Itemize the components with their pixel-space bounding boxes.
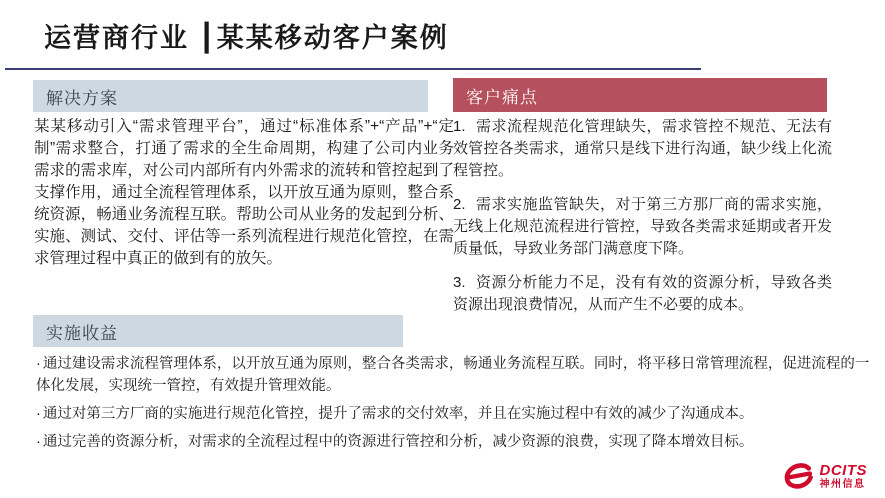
benefit-item [36, 353, 878, 397]
dcits-brand-name: DCITS [819, 461, 867, 479]
pain-point-number: 2. [453, 196, 466, 213]
bullet-icon: · [36, 356, 41, 372]
pain-point-text: 需求流程规范化管理缺失，需求管控不规范、无法有效管控各类需求，通常只是线下进行沟通，缺少线上化流程管控。 [453, 118, 832, 179]
pain-point-number: 3. [453, 274, 466, 291]
pain-point-text: 资源分析能力不足，没有有效的资源分析，导致各类资源出现浪费情况，从而产生不必要的成本。 [453, 274, 832, 313]
benefit-text: 通过建设需求流程管理体系，以开放互通为原则，整合各类需求，畅通业务流程互联。同时，将平移日常管理流程，促进流程的一体化发展，实现统一管控，有效提升管理效能。 [36, 356, 870, 394]
pain-point-item [453, 116, 832, 182]
pain-point-item [453, 194, 832, 260]
benefit-item [36, 431, 878, 453]
benefit-text: 通过对第三方厂商的实施进行规范化管控，提升了需求的交付效率，并且在实施过程中有效的减少了沟通成本。 [42, 406, 754, 422]
pain-points-list [453, 116, 832, 328]
dcits-logo-text [820, 463, 868, 490]
pain-point-text: 需求实施监管缺失，对于第三方那厂商的需求实施，无线上化规范流程进行管控，导致各类需求延期或者开发质量低，导致业务部门满意度下降。 [453, 196, 832, 257]
pain-points-header [453, 78, 827, 112]
benefit-item [36, 403, 878, 425]
pain-points-header-label: 客户痛点 [466, 87, 538, 107]
benefit-text: 通过完善的资源分析，对需求的全流程过程中的资源进行管控和分析，减少资源的浪费，实现了降本增效目标。 [42, 434, 754, 450]
benefits-header [33, 315, 403, 347]
benefits-header-label: 实施收益 [46, 323, 118, 343]
dcits-logo [783, 460, 868, 492]
title-divider [5, 68, 701, 70]
solution-body-text: 某某移动引入“需求管理平台”，通过“标准体系”+“产品”+“定制”需求整合，打通了需求的全生命周期，构建了公司内业务需求的需求库，对公司内部所有内外需求的流转和管控起到了支撑作用，通过全流程管理体系，以开放互通为原则，整合系统资源，畅通业务流程互联。帮助公司从业务的发起到分析、实施、测试、交付、评估等一系列流程进行规范化管控，在需求管理过程中真正的做到有的放矢。 [34, 118, 454, 267]
bullet-icon: · [36, 406, 41, 422]
bullet-icon: · [36, 434, 41, 450]
solution-header [33, 80, 428, 112]
dcits-company-name: 神州信息 [819, 478, 866, 490]
solution-header-label: 解决方案 [46, 88, 118, 108]
page-title: 运营商行业 ┃某某移动客户案例 [44, 23, 449, 53]
pain-point-item [453, 272, 832, 316]
benefits-list [36, 353, 878, 459]
dcits-logo-icon [783, 460, 815, 492]
pain-point-number: 1. [453, 118, 466, 135]
